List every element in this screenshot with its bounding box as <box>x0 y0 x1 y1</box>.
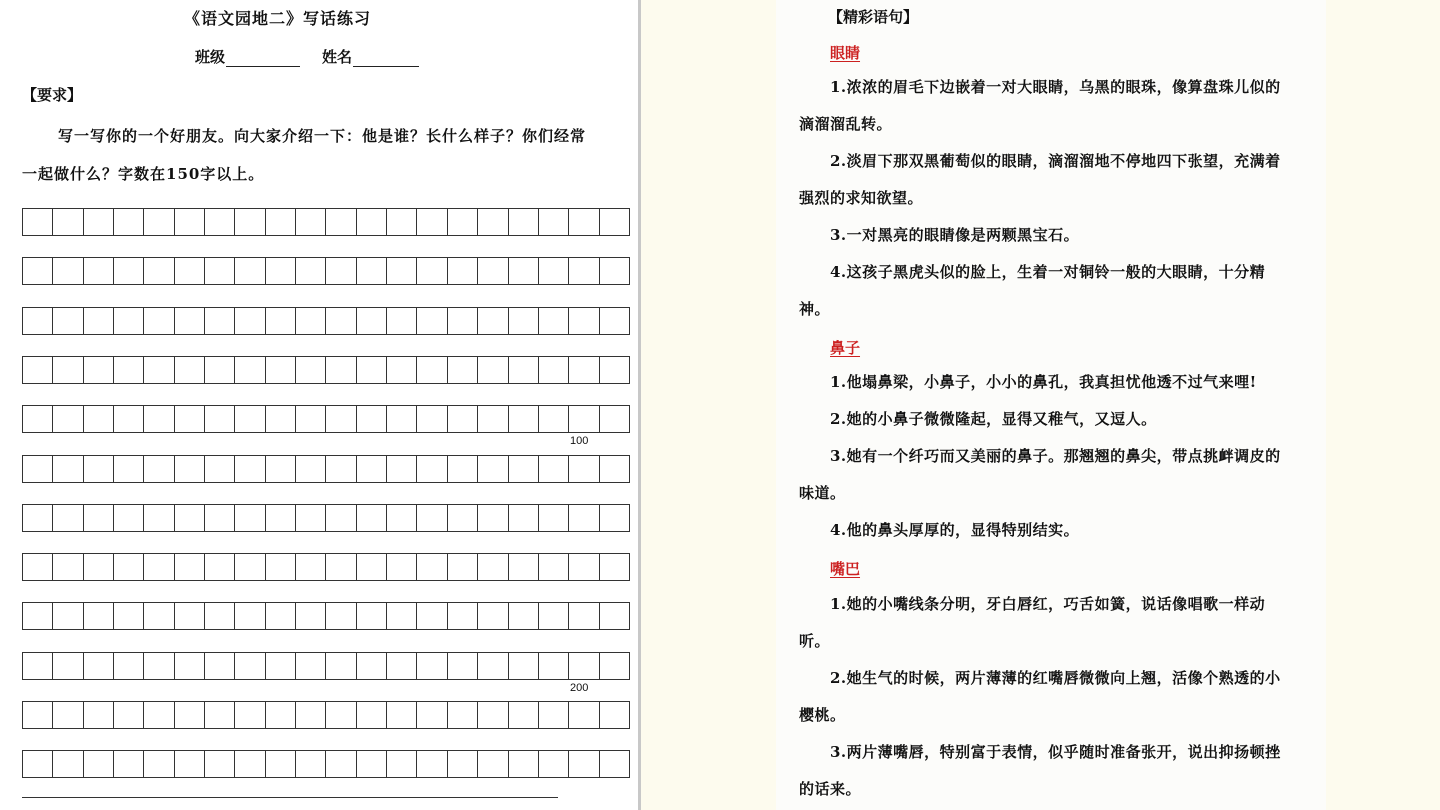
grid-cell[interactable] <box>326 258 356 284</box>
grid-cell[interactable] <box>114 505 144 531</box>
grid-cell[interactable] <box>144 653 174 679</box>
grid-cell[interactable] <box>569 751 599 777</box>
grid-cell[interactable] <box>509 505 539 531</box>
grid-cell[interactable] <box>175 702 205 728</box>
grid-row <box>22 504 630 532</box>
grid-row <box>22 553 630 581</box>
worksheet-page <box>0 0 638 810</box>
grid-cell[interactable] <box>357 308 387 334</box>
grid-cell[interactable] <box>84 505 114 531</box>
grid-cell[interactable] <box>387 357 417 383</box>
grid-cell[interactable] <box>448 456 478 482</box>
grid-cell[interactable] <box>539 308 569 334</box>
grid-count-mark: 200 <box>570 681 589 694</box>
grid-row <box>22 405 630 433</box>
grid-cell[interactable] <box>417 751 447 777</box>
grid-cell[interactable] <box>23 406 53 432</box>
grid-cell[interactable] <box>326 209 356 235</box>
grid-cell[interactable] <box>478 702 508 728</box>
grid-cell[interactable] <box>114 603 144 629</box>
grid-cell[interactable] <box>235 406 265 432</box>
grid-cell[interactable] <box>175 406 205 432</box>
grid-cell[interactable] <box>600 456 630 482</box>
class-blank <box>226 48 300 67</box>
grid-cell[interactable] <box>296 603 326 629</box>
sentence-mouth-2: 2.她生气的时候，两片薄薄的红嘴唇微微向上翘，活像个熟透的小樱桃。 <box>799 669 1281 724</box>
grid-cell[interactable] <box>23 751 53 777</box>
grid-cell[interactable] <box>569 653 599 679</box>
grid-cell[interactable] <box>205 209 235 235</box>
grid-cell[interactable] <box>478 751 508 777</box>
grid-cell[interactable] <box>205 603 235 629</box>
grid-cell[interactable] <box>53 456 83 482</box>
grid-cell[interactable] <box>175 554 205 580</box>
grid-cell[interactable] <box>326 751 356 777</box>
grid-cell[interactable] <box>175 209 205 235</box>
grid-cell[interactable] <box>417 653 447 679</box>
grid-cell[interactable] <box>235 653 265 679</box>
grid-cell[interactable] <box>84 554 114 580</box>
grid-cell[interactable] <box>205 456 235 482</box>
worksheet-title: 《语文园地二》写话练习 <box>183 9 371 28</box>
grid-row <box>22 455 630 483</box>
sentence-nose-2: 2.她的小鼻子微微隆起，显得又稚气，又逗人。 <box>830 410 1157 428</box>
grid-row <box>22 652 630 680</box>
grid-cell[interactable] <box>266 456 296 482</box>
grid-cell[interactable] <box>53 653 83 679</box>
grid-cell[interactable] <box>326 406 356 432</box>
grid-cell[interactable] <box>53 751 83 777</box>
grid-cell[interactable] <box>357 751 387 777</box>
grid-cell[interactable] <box>417 308 447 334</box>
grid-cell[interactable] <box>296 406 326 432</box>
grid-cell[interactable] <box>23 209 53 235</box>
grid-cell[interactable] <box>266 751 296 777</box>
grid-cell[interactable] <box>144 406 174 432</box>
class-name-line <box>195 46 419 67</box>
grid-cell[interactable] <box>114 308 144 334</box>
grid-cell[interactable] <box>205 554 235 580</box>
grid-cell[interactable] <box>569 505 599 531</box>
grid-cell[interactable] <box>417 554 447 580</box>
section-label-mouth: 嘴巴 <box>830 560 861 578</box>
grid-cell[interactable] <box>539 209 569 235</box>
grid-cell[interactable] <box>144 308 174 334</box>
grid-cell[interactable] <box>296 505 326 531</box>
grid-cell[interactable] <box>266 554 296 580</box>
grid-cell[interactable] <box>326 653 356 679</box>
grid-cell[interactable] <box>448 505 478 531</box>
grid-row <box>22 257 630 285</box>
grid-cell[interactable] <box>448 406 478 432</box>
grid-cell[interactable] <box>357 603 387 629</box>
grid-cell[interactable] <box>205 505 235 531</box>
grid-cell[interactable] <box>175 258 205 284</box>
grid-cell[interactable] <box>448 258 478 284</box>
grid-cell[interactable] <box>205 258 235 284</box>
grid-cell[interactable] <box>114 209 144 235</box>
grid-cell[interactable] <box>235 209 265 235</box>
grid-cell[interactable] <box>175 751 205 777</box>
grid-cell[interactable] <box>296 209 326 235</box>
grid-cell[interactable] <box>114 751 144 777</box>
grid-row <box>22 307 630 335</box>
grid-cell[interactable] <box>478 406 508 432</box>
grid-cell[interactable] <box>175 505 205 531</box>
grid-cell[interactable] <box>235 258 265 284</box>
grid-cell[interactable] <box>296 357 326 383</box>
grid-cell[interactable] <box>144 258 174 284</box>
grid-cell[interactable] <box>296 456 326 482</box>
grid-cell[interactable] <box>23 357 53 383</box>
grid-cell[interactable] <box>266 258 296 284</box>
grid-cell[interactable] <box>478 603 508 629</box>
grid-cell[interactable] <box>266 308 296 334</box>
grid-cell[interactable] <box>53 308 83 334</box>
grid-cell[interactable] <box>53 554 83 580</box>
grid-cell[interactable] <box>53 603 83 629</box>
grid-cell[interactable] <box>569 554 599 580</box>
grid-cell[interactable] <box>235 702 265 728</box>
writing-prompt: 写一写你的一个好朋友。向大家介绍一下：他是谁？长什么样子？你们经常一起做什么？字数在150字以上。 <box>22 127 587 183</box>
grid-cell[interactable] <box>175 308 205 334</box>
grid-cell[interactable] <box>326 702 356 728</box>
grid-cell[interactable] <box>478 653 508 679</box>
grid-cell[interactable] <box>569 406 599 432</box>
grid-cell[interactable] <box>357 209 387 235</box>
grid-cell[interactable] <box>114 702 144 728</box>
grid-cell[interactable] <box>114 258 144 284</box>
grid-cell[interactable] <box>478 357 508 383</box>
sentence-nose-4: 4.他的鼻头厚厚的，显得特别结实。 <box>830 521 1080 539</box>
grid-cell[interactable] <box>53 505 83 531</box>
grid-cell[interactable] <box>509 258 539 284</box>
grid-cell[interactable] <box>144 357 174 383</box>
grid-cell[interactable] <box>387 308 417 334</box>
grid-bottom-line <box>22 797 558 798</box>
grid-cell[interactable] <box>448 209 478 235</box>
grid-cell[interactable] <box>53 209 83 235</box>
sentence-mouth-3: 3.两片薄嘴唇，特别富于表情，似乎随时准备张开，说出抑扬顿挫的话来。 <box>799 743 1281 798</box>
grid-cell[interactable] <box>600 653 630 679</box>
grid-cell[interactable] <box>326 357 356 383</box>
grid-cell[interactable] <box>296 751 326 777</box>
grid-cell[interactable] <box>448 702 478 728</box>
grid-cell[interactable] <box>266 603 296 629</box>
grid-cell[interactable] <box>266 653 296 679</box>
grid-cell[interactable] <box>175 357 205 383</box>
grid-cell[interactable] <box>417 702 447 728</box>
grid-cell[interactable] <box>144 554 174 580</box>
grid-cell[interactable] <box>539 702 569 728</box>
grid-cell[interactable] <box>23 603 53 629</box>
grid-cell[interactable] <box>509 357 539 383</box>
grid-cell[interactable] <box>539 603 569 629</box>
grid-row <box>22 356 630 384</box>
phrases-heading: 【精彩语句】 <box>828 8 919 26</box>
grid-cell[interactable] <box>600 554 630 580</box>
grid-cell[interactable] <box>175 603 205 629</box>
grid-cell[interactable] <box>600 603 630 629</box>
grid-cell[interactable] <box>357 456 387 482</box>
grid-cell[interactable] <box>387 653 417 679</box>
grid-cell[interactable] <box>357 554 387 580</box>
grid-cell[interactable] <box>448 653 478 679</box>
grid-cell[interactable] <box>205 406 235 432</box>
grid-cell[interactable] <box>326 456 356 482</box>
grid-cell[interactable] <box>84 258 114 284</box>
grid-cell[interactable] <box>266 209 296 235</box>
sentence-eyes-4: 4.这孩子黑虎头似的脸上，生着一对铜铃一般的大眼睛，十分精神。 <box>799 263 1266 318</box>
grid-cell[interactable] <box>84 209 114 235</box>
section-label-nose: 鼻子 <box>830 339 861 357</box>
sentence-eyes-2: 2.淡眉下那双黑葡萄似的眼睛，滴溜溜地不停地四下张望，充满着强烈的求知欲望。 <box>799 152 1281 207</box>
grid-cell[interactable] <box>357 357 387 383</box>
grid-cell[interactable] <box>326 308 356 334</box>
grid-cell[interactable] <box>175 456 205 482</box>
grid-cell[interactable] <box>478 456 508 482</box>
grid-cell[interactable] <box>266 406 296 432</box>
grid-cell[interactable] <box>417 357 447 383</box>
grid-cell[interactable] <box>600 406 630 432</box>
grid-cell[interactable] <box>235 357 265 383</box>
grid-cell[interactable] <box>326 554 356 580</box>
requirement-heading: 【要求】 <box>22 86 83 104</box>
grid-cell[interactable] <box>539 357 569 383</box>
grid-cell[interactable] <box>509 653 539 679</box>
grid-cell[interactable] <box>326 603 356 629</box>
grid-cell[interactable] <box>53 258 83 284</box>
grid-cell[interactable] <box>205 653 235 679</box>
grid-cell[interactable] <box>417 406 447 432</box>
grid-cell[interactable] <box>478 505 508 531</box>
name-blank <box>353 48 419 67</box>
grid-cell[interactable] <box>509 209 539 235</box>
grid-cell[interactable] <box>53 406 83 432</box>
grid-cell[interactable] <box>84 702 114 728</box>
grid-cell[interactable] <box>357 653 387 679</box>
grid-cell[interactable] <box>84 456 114 482</box>
grid-cell[interactable] <box>509 554 539 580</box>
grid-cell[interactable] <box>417 456 447 482</box>
grid-cell[interactable] <box>23 653 53 679</box>
grid-cell[interactable] <box>84 751 114 777</box>
grid-cell[interactable] <box>478 209 508 235</box>
grid-cell[interactable] <box>539 554 569 580</box>
grid-row <box>22 701 630 729</box>
grid-cell[interactable] <box>235 456 265 482</box>
grid-cell[interactable] <box>387 751 417 777</box>
grid-cell[interactable] <box>539 505 569 531</box>
grid-cell[interactable] <box>448 603 478 629</box>
grid-cell[interactable] <box>144 702 174 728</box>
grid-row <box>22 208 630 236</box>
grid-cell[interactable] <box>387 603 417 629</box>
grid-cell[interactable] <box>569 456 599 482</box>
grid-cell[interactable] <box>266 505 296 531</box>
grid-cell[interactable] <box>448 308 478 334</box>
grid-cell[interactable] <box>478 554 508 580</box>
grid-cell[interactable] <box>23 554 53 580</box>
grid-cell[interactable] <box>539 653 569 679</box>
grid-cell[interactable] <box>569 357 599 383</box>
grid-cell[interactable] <box>144 456 174 482</box>
grid-cell[interactable] <box>600 209 630 235</box>
grid-cell[interactable] <box>387 209 417 235</box>
grid-cell[interactable] <box>509 751 539 777</box>
grid-cell[interactable] <box>448 357 478 383</box>
grid-cell[interactable] <box>235 308 265 334</box>
grid-cell[interactable] <box>114 653 144 679</box>
grid-cell[interactable] <box>387 456 417 482</box>
grid-cell[interactable] <box>266 702 296 728</box>
grid-cell[interactable] <box>84 308 114 334</box>
grid-cell[interactable] <box>357 702 387 728</box>
grid-cell[interactable] <box>205 308 235 334</box>
grid-cell[interactable] <box>509 456 539 482</box>
grid-cell[interactable] <box>114 357 144 383</box>
grid-cell[interactable] <box>205 751 235 777</box>
grid-cell[interactable] <box>175 653 205 679</box>
sentence-mouth-1: 1.她的小嘴线条分明，牙白唇红，巧舌如簧，说话像唱歌一样动听。 <box>799 595 1266 650</box>
grid-cell[interactable] <box>509 702 539 728</box>
grid-cell[interactable] <box>296 653 326 679</box>
grid-cell[interactable] <box>296 258 326 284</box>
grid-cell[interactable] <box>144 209 174 235</box>
grid-cell[interactable] <box>53 357 83 383</box>
grid-cell[interactable] <box>235 751 265 777</box>
sentence-eyes-3: 3.一对黑亮的眼睛像是两颗黑宝石。 <box>830 226 1080 244</box>
grid-cell[interactable] <box>569 702 599 728</box>
grid-cell[interactable] <box>600 258 630 284</box>
grid-cell[interactable] <box>296 702 326 728</box>
grid-cell[interactable] <box>600 702 630 728</box>
sentence-eyes-1: 1.浓浓的眉毛下边嵌着一对大眼睛，乌黑的眼珠，像算盘珠儿似的滴溜溜乱转。 <box>799 78 1281 133</box>
grid-cell[interactable] <box>600 308 630 334</box>
grid-cell[interactable] <box>478 308 508 334</box>
grid-cell[interactable] <box>84 653 114 679</box>
grid-cell[interactable] <box>509 603 539 629</box>
grid-cell[interactable] <box>296 554 326 580</box>
grid-cell[interactable] <box>539 258 569 284</box>
grid-cell[interactable] <box>417 603 447 629</box>
grid-cell[interactable] <box>539 456 569 482</box>
section-label-eyes: 眼睛 <box>830 44 861 62</box>
grid-cell[interactable] <box>448 751 478 777</box>
grid-cell[interactable] <box>23 456 53 482</box>
grid-cell[interactable] <box>296 308 326 334</box>
grid-cell[interactable] <box>144 603 174 629</box>
grid-cell[interactable] <box>600 357 630 383</box>
grid-cell[interactable] <box>84 603 114 629</box>
grid-cell[interactable] <box>357 258 387 284</box>
grid-cell[interactable] <box>23 505 53 531</box>
grid-cell[interactable] <box>23 258 53 284</box>
grid-cell[interactable] <box>144 751 174 777</box>
grid-cell[interactable] <box>357 505 387 531</box>
sentence-nose-1: 1.他塌鼻梁，小鼻子，小小的鼻孔，我真担忧他透不过气来哩! <box>830 373 1257 391</box>
grid-cell[interactable] <box>478 258 508 284</box>
grid-cell[interactable] <box>569 258 599 284</box>
grid-cell[interactable] <box>357 406 387 432</box>
grid-cell[interactable] <box>23 702 53 728</box>
grid-cell[interactable] <box>84 357 114 383</box>
grid-cell[interactable] <box>448 554 478 580</box>
grid-cell[interactable] <box>509 308 539 334</box>
grid-cell[interactable] <box>387 505 417 531</box>
grid-cell[interactable] <box>235 603 265 629</box>
grid-cell[interactable] <box>144 505 174 531</box>
grid-cell[interactable] <box>387 554 417 580</box>
sentence-nose-3: 3.她有一个纤巧而又美丽的鼻子。那翘翘的鼻尖，带点挑衅调皮的味道。 <box>799 447 1281 502</box>
grid-cell[interactable] <box>509 406 539 432</box>
grid-cell[interactable] <box>205 702 235 728</box>
grid-cell[interactable] <box>84 406 114 432</box>
grid-cell[interactable] <box>387 406 417 432</box>
grid-cell[interactable] <box>23 308 53 334</box>
grid-cell[interactable] <box>569 308 599 334</box>
grid-cell[interactable] <box>205 357 235 383</box>
grid-row <box>22 602 630 630</box>
grid-count-mark: 100 <box>570 435 589 448</box>
grid-cell[interactable] <box>326 505 356 531</box>
grid-cell[interactable] <box>569 209 599 235</box>
grid-cell[interactable] <box>53 702 83 728</box>
grid-cell[interactable] <box>114 554 144 580</box>
grid-cell[interactable] <box>235 505 265 531</box>
grid-cell[interactable] <box>417 209 447 235</box>
grid-cell[interactable] <box>114 406 144 432</box>
grid-cell[interactable] <box>387 702 417 728</box>
grid-cell[interactable] <box>600 751 630 777</box>
grid-cell[interactable] <box>417 505 447 531</box>
grid-cell[interactable] <box>539 406 569 432</box>
grid-cell[interactable] <box>114 456 144 482</box>
grid-cell[interactable] <box>266 357 296 383</box>
grid-cell[interactable] <box>539 751 569 777</box>
grid-cell[interactable] <box>569 603 599 629</box>
grid-row <box>22 750 630 778</box>
class-label: 班级 <box>195 48 226 66</box>
name-label: 姓名 <box>322 48 353 66</box>
grid-cell[interactable] <box>417 258 447 284</box>
grid-cell[interactable] <box>235 554 265 580</box>
grid-cell[interactable] <box>600 505 630 531</box>
grid-cell[interactable] <box>387 258 417 284</box>
